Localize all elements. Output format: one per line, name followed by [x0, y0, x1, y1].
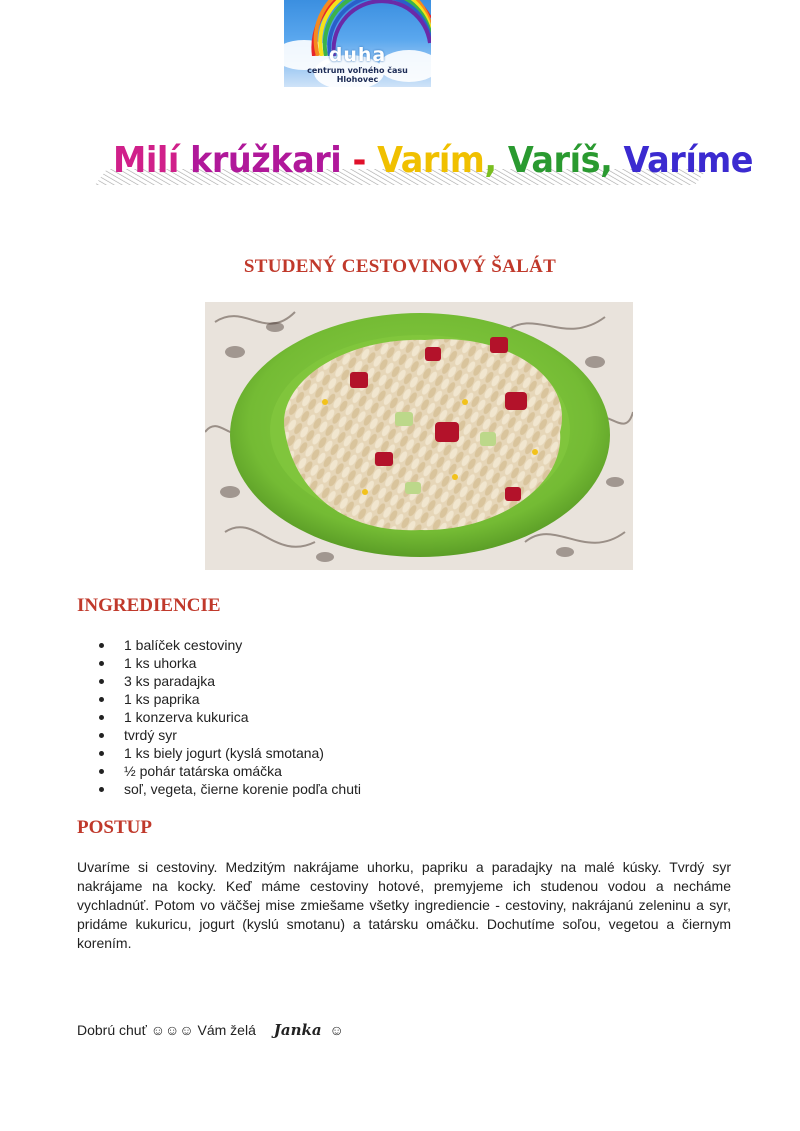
ingredient-item: [77, 690, 361, 708]
ingredients-list: [77, 636, 361, 798]
banner-title-part: ,: [484, 140, 508, 181]
bullet-icon: [99, 787, 104, 792]
ingredient-item: [77, 654, 361, 672]
banner-title: [113, 140, 753, 181]
banner-title-part: Varíme: [623, 140, 754, 181]
ingredient-text: tvrdý syr: [124, 727, 177, 743]
bullet-icon: [99, 697, 104, 702]
signoff-text: Dobrú chuť ☺☺☺ Vám želá: [77, 1022, 256, 1038]
procedure-heading: POSTUP: [77, 817, 152, 838]
ingredient-item: [77, 762, 361, 780]
ingredient-text: 1 balíček cestoviny: [124, 637, 243, 653]
signature: Janka: [273, 1021, 322, 1039]
ingredient-item: [77, 636, 361, 654]
logo-name: duha: [328, 44, 387, 66]
logo-subtitle-line1: centrum voľného času: [307, 66, 408, 75]
smiley-icon: ☺: [329, 1022, 344, 1038]
bullet-icon: [99, 643, 104, 648]
ingredient-item: [77, 780, 361, 798]
bullet-icon: [99, 751, 104, 756]
banner-title-part: Milí: [113, 140, 191, 181]
procedure-text: Uvaríme si cestoviny. Medzitým nakrájame uhorku, papriku a paradajky na malé kúsky. Tvrdý syr nakrájame na kocky. Keď máme cestoviny hotové, premyjeme ich studenou vodou a necháme vychladnúť. Potom vo väčšej mise zmiešame všetky ingrediencie - cestoviny, nakrájanú zeleninu a syr, pridáme kukuricu, jogurt (kyslú smotanu) a tatársku omáčku. Dochutíme soľou, vegetou a čiernym korením.: [77, 859, 731, 951]
ingredient-item: [77, 672, 361, 690]
ingredient-text: 1 konzerva kukurica: [124, 709, 249, 725]
ingredient-item: [77, 744, 361, 762]
signoff: [77, 1021, 344, 1039]
ingredient-item: [77, 708, 361, 726]
banner-title-part: Varíš: [507, 140, 601, 181]
ingredient-text: 1 ks paprika: [124, 691, 200, 707]
ingredients-heading: INGREDIENCIE: [77, 595, 221, 616]
ingredient-text: 1 ks uhorka: [124, 655, 197, 671]
ingredient-text: ½ pohár tatárska omáčka: [124, 763, 282, 779]
salad-photo: [205, 302, 633, 570]
logo-subtitle-line2: Hlohovec: [336, 75, 379, 84]
duha-logo: [284, 0, 431, 87]
recipe-title: STUDENÝ CESTOVINOVÝ ŠALÁT: [243, 256, 557, 277]
ingredient-text: 3 ks paradajka: [124, 673, 216, 689]
banner-heading: [95, 140, 754, 196]
bullet-icon: [99, 733, 104, 738]
ingredient-text: 1 ks biely jogurt (kyslá smotana): [124, 745, 324, 761]
banner-title-part: -: [341, 140, 378, 181]
banner-title-part: ,: [600, 140, 624, 181]
bullet-icon: [99, 715, 104, 720]
ingredient-item: [77, 726, 361, 744]
bullet-icon: [99, 769, 104, 774]
bullet-icon: [99, 679, 104, 684]
ingredient-text: soľ, vegeta, čierne korenie podľa chuti: [124, 781, 361, 797]
banner-title-part: Varím: [377, 140, 485, 181]
logo-subtitle: [284, 66, 431, 84]
banner-title-part: krúžkari: [190, 140, 342, 181]
bullet-icon: [99, 661, 104, 666]
